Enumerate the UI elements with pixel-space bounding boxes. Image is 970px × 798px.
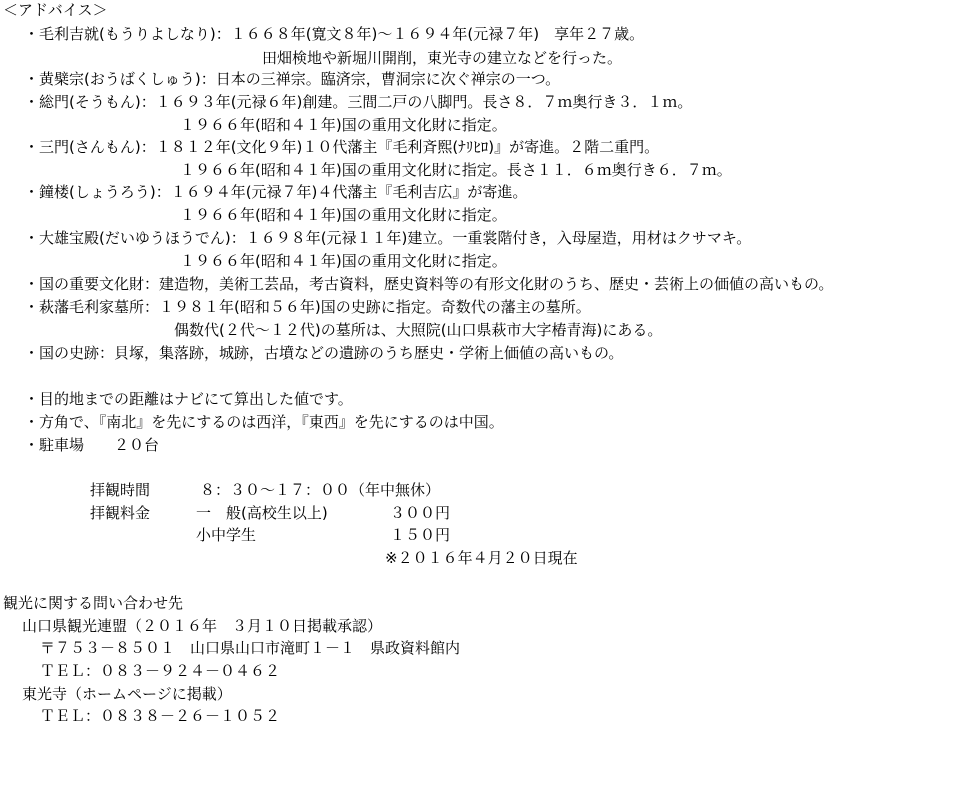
advice-item-mori-yoshinari-cont: 田畑検地や新堀川開削，東光寺の建立などを行った。 [262,49,623,67]
visiting-adult-fee: ３００円 [390,504,451,522]
advice-item-mori-family-graves-cont: 偶数代(２代～１２代)の墓所は、大照院(山口県萩市大字椿青海)にある。 [174,321,663,339]
visiting-as-of-note: ※２０１６年４月２０日現在 [385,549,578,567]
advice-item-obakushu: ・黄檗宗(おうばくしゅう)：日本の三禅宗。臨済宗，曹洞宗に次ぐ禅宗の一つ。 [24,70,561,88]
contact-org2-name: 東光寺（ホームページに掲載） [22,685,232,703]
note-distance: ・目的地までの距離はナビにて算出した値です。 [24,390,353,408]
visiting-child-label: 小中学生 [196,526,257,544]
advice-item-historic-site: ・国の史跡：貝塚，集落跡，城跡，古墳などの遺跡のうち歴史・学術上価値の高いもの。 [24,344,624,362]
contact-org1-tel: ＴＥＬ：０８３－９２４－０４６２ [40,662,281,680]
contact-org1-name: 山口県観光連盟（２０１６年 ３月１０日掲載承認） [22,617,383,635]
advice-item-somon-cont: １９６６年(昭和４１年)国の重用文化財に指定。 [180,116,507,134]
visiting-fee-label: 拝観料金 [90,504,151,522]
visiting-hours-value: ８：３０～１７：００（年中無休） [200,481,441,499]
contact-org1-address: 〒７５３－８５０１ 山口県山口市滝町１－１ 県政資料館内 [40,639,461,657]
advice-item-important-cultural-property: ・国の重要文化財：建造物，美術工芸品，考古資料，歴史資料等の有形文化財のうち、歴史・芸術上の価値の高いもの。 [24,275,834,293]
advice-item-mori-family-graves: ・萩藩毛利家墓所：１９８１年(昭和５６年)国の史跡に指定。奇数代の藩主の墓所。 [24,298,591,316]
contact-org2-tel: ＴＥＬ：０８３８－２６－１０５２ [40,707,281,725]
advice-item-sanmon: ・三門(さんもん)：１８１２年(文化９年)１０代藩主『毛利斉熙(ﾅﾘﾋﾛ)』が寄進。２階二重門。 [24,138,660,156]
advice-item-somon: ・総門(そうもん)：１６９３年(元禄６年)創建。三間二戸の八脚門。長さ８．７ｍ奥行き３．１ｍ。 [24,93,693,111]
advice-item-daiyuhoden-cont: １９６６年(昭和４１年)国の重用文化財に指定。 [180,252,507,270]
visiting-adult-label: 一 般(高校生以上) [196,504,328,522]
contact-heading: 観光に関する問い合わせ先 [3,594,184,612]
advice-item-daiyuhoden: ・大雄宝殿(だいゆうほうでん)：１６９８年(元禄１１年)建立。一重裳階付き，入母屋造，用材はクサマキ。 [24,229,752,247]
advice-item-shoro: ・鐘楼(しょうろう)：１６９４年(元禄７年)４代藩主『毛利吉広』が寄進。 [24,183,528,201]
advice-heading: ＜アドバイス＞ [3,1,108,19]
visiting-child-fee: １５０円 [390,526,451,544]
advice-item-mori-yoshinari: ・毛利吉就(もうりよしなり)：１６６８年(寛文８年)～１６９４年(元禄７年) 享年２７歳。 [24,25,645,43]
advice-item-shoro-cont: １９６６年(昭和４１年)国の重用文化財に指定。 [180,206,507,224]
note-direction: ・方角で、『南北』を先にするのは西洋，『東西』を先にするのは中国。 [24,413,504,431]
advice-item-sanmon-cont: １９６６年(昭和４１年)国の重用文化財に指定。長さ１１．６ｍ奥行き６．７ｍ。 [180,161,732,179]
visiting-hours-label: 拝観時間 [90,481,151,499]
note-parking: ・駐車場 ２０台 [24,436,160,454]
